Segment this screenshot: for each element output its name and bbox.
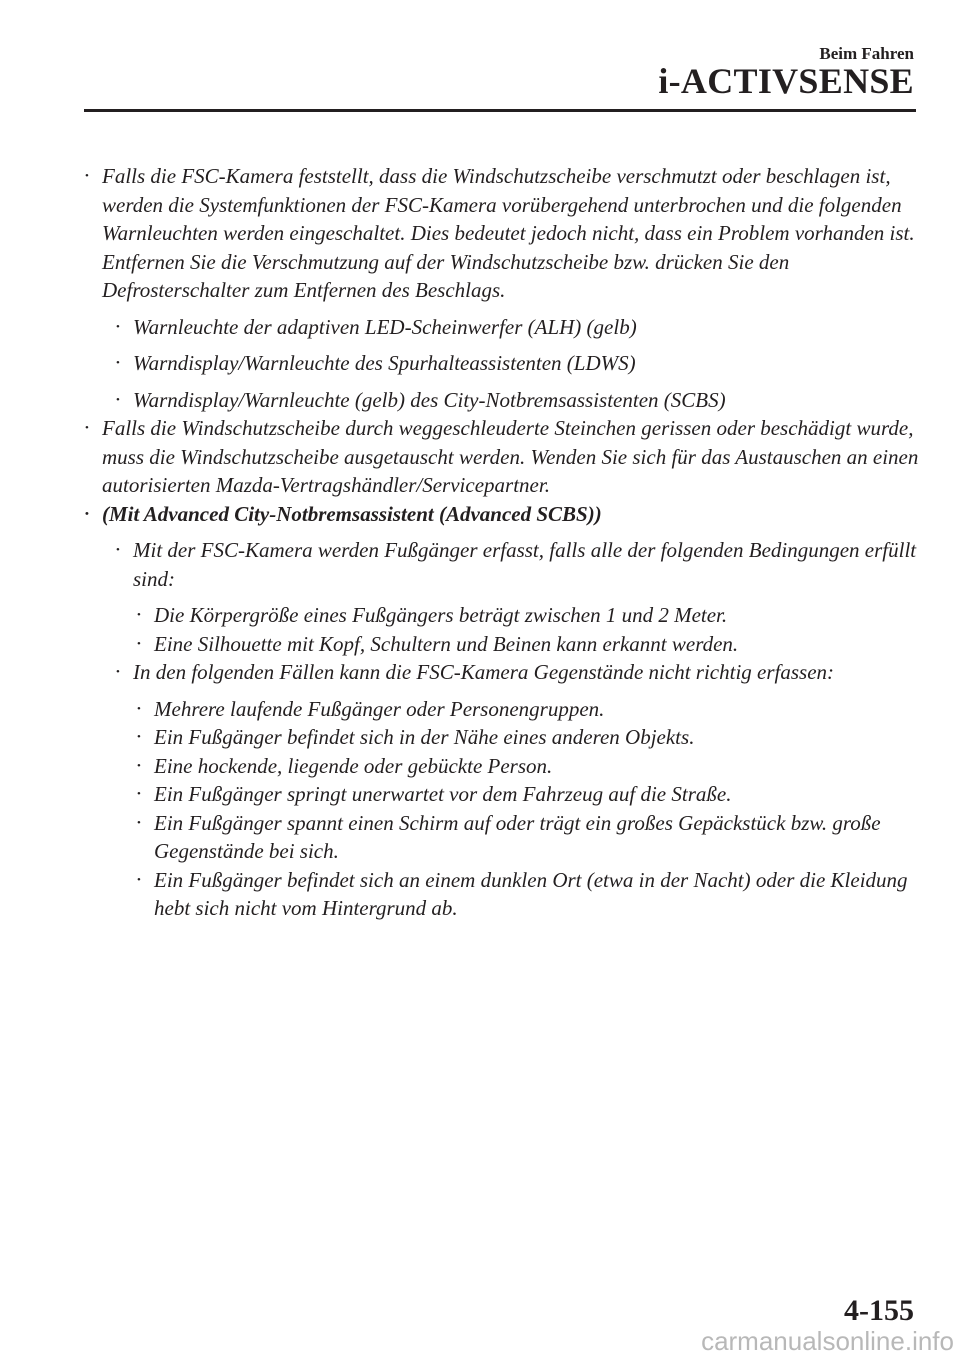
sub-bullet-item: • Mit der FSC-Kamera werden Fußgänger erfasst, falls alle der folgenden Bedingungen erfüllt sind:: [111, 536, 920, 593]
sub-sub-bullet-item: • Ein Fußgänger spannt einen Schirm auf oder trägt ein großes Gepäckstück bzw. große Gegenstände bei sich.: [132, 809, 920, 866]
sub-bullet-item: • Warnleuchte der adaptiven LED-Scheinwerfer (ALH) (gelb): [111, 313, 920, 342]
sub-sub-bullet-item: • Die Körpergröße eines Fußgängers beträgt zwischen 1 und 2 Meter.: [132, 601, 920, 630]
page-number: 4-155: [844, 1294, 914, 1327]
watermark: carmanualsonline.info: [701, 1326, 954, 1356]
sub-sub-bullet-item: • Mehrere laufende Fußgänger oder Personengruppen.: [132, 695, 920, 724]
content-body: [80, 162, 920, 923]
sub-sub-bullet-item: • Ein Fußgänger springt unerwartet vor dem Fahrzeug auf die Straße.: [132, 780, 920, 809]
sub-sub-bullet-item: • Ein Fußgänger befindet sich in der Nähe eines anderen Objekts.: [132, 723, 920, 752]
sub-sub-bullet-item: • Eine hockende, liegende oder gebückte Person.: [132, 752, 920, 781]
header-rule: [84, 109, 916, 112]
sub-sub-bullet-item: • Ein Fußgänger befindet sich an einem dunklen Ort (etwa in der Nacht) oder die Kleidung hebt sich nicht vom Hintergrund ab.: [132, 866, 920, 923]
bullet-heading: • (Mit Advanced City-Notbremsassistent (Advanced SCBS)): [80, 500, 920, 529]
sub-bullet-item: • In den folgenden Fällen kann die FSC-Kamera Gegenstände nicht richtig erfassen:: [111, 658, 920, 687]
chapter-title: i-ACTIVSENSE: [658, 61, 914, 101]
sub-sub-bullet-item: • Eine Silhouette mit Kopf, Schultern und Beinen kann erkannt werden.: [132, 630, 920, 659]
sub-bullet-item: • Warndisplay/Warnleuchte (gelb) des City-Notbremsassistenten (SCBS): [111, 386, 920, 415]
section-label: Beim Fahren: [819, 44, 914, 63]
sub-bullet-item: • Warndisplay/Warnleuchte des Spurhalteassistenten (LDWS): [111, 349, 920, 378]
bullet-item: • Falls die FSC-Kamera feststellt, dass die Windschutzscheibe verschmutzt oder beschlagen ist, werden die Systemfunktionen der FSC-Kamera vorübergehend unterbrochen und die folgenden Warnleuchten werden eingeschaltet. Dies bedeutet jedoch nicht, dass ein Problem vorhanden ist. Entfernen Sie die Verschmutzung auf der Windschutzscheibe bzw. drücken Sie den Defrosterschalter zum Entfernen des Beschlags.: [80, 162, 920, 305]
bullet-item: • Falls die Windschutzscheibe durch weggeschleuderte Steinchen gerissen oder beschädigt wurde, muss die Windschutzscheibe ausgetauscht werden. Wenden Sie sich für das Austauschen an einen autorisierten Mazda-Vertragshändler/Servicepartner.: [80, 414, 920, 500]
